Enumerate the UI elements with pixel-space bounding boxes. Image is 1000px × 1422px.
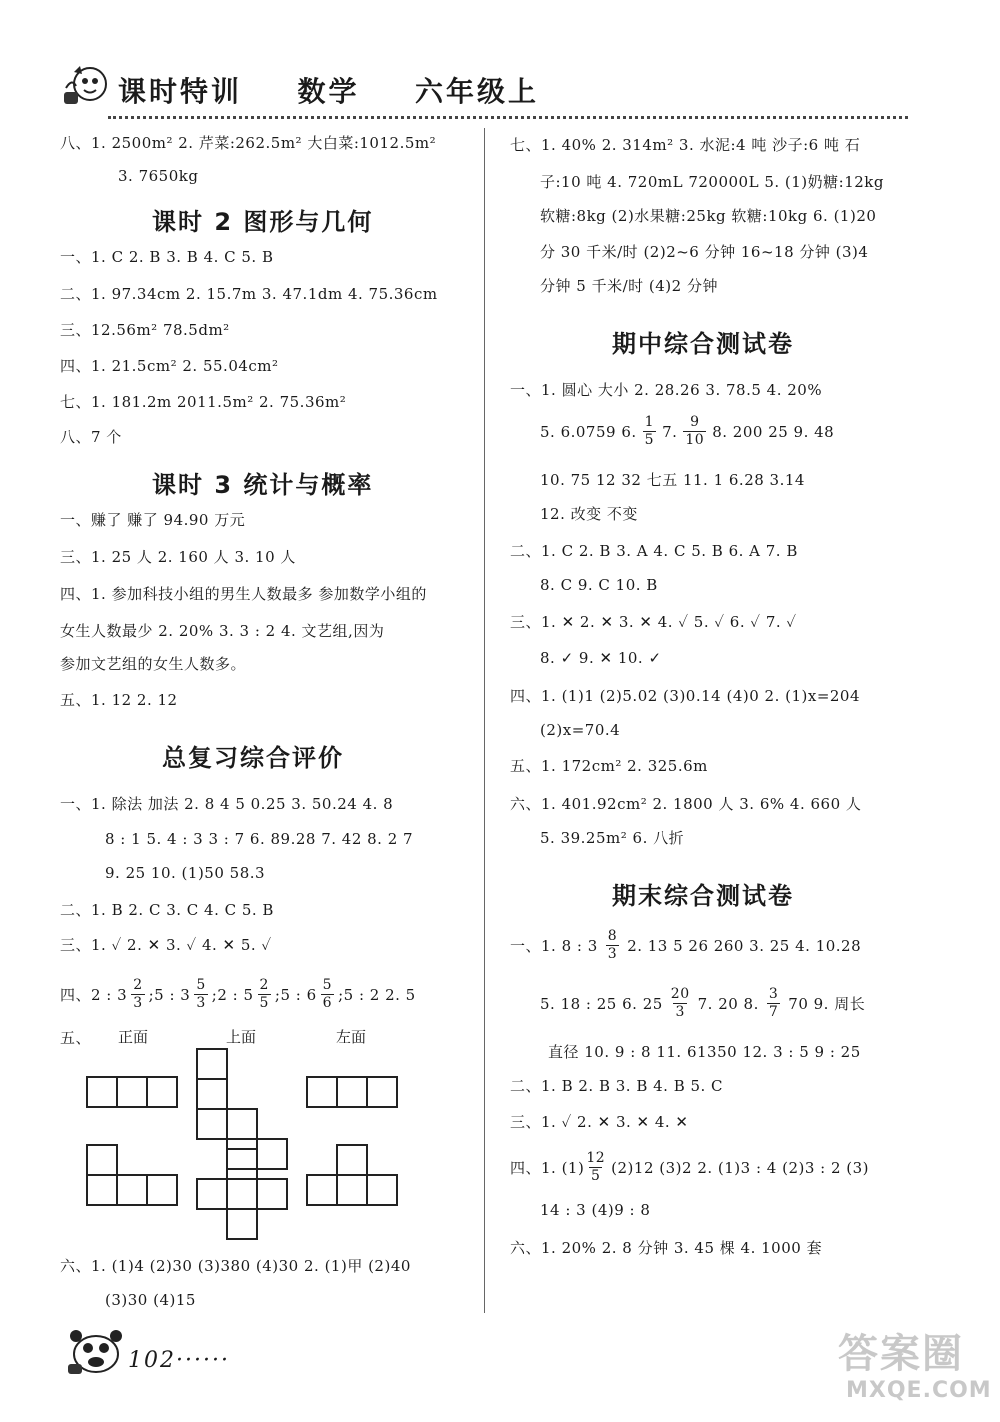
right-fraction-line [540,986,865,1021]
fraction [671,986,690,1021]
watermark-url: MXQE.COM [846,1378,992,1403]
grid-cell [226,1108,258,1140]
page-number [128,1348,230,1373]
right-line: 分钟 5 千米/时 (4)2 分钟 [540,277,718,295]
right-line: 12. 改变 不变 [540,505,638,523]
grid-cell [306,1174,338,1206]
fraction-den: 10 [685,432,705,448]
line-text: 70 9. 周长 [788,994,866,1013]
fraction-den: 5 [591,1168,601,1184]
left-line: 五、 [60,1029,92,1047]
left-line: 七、1. 181.2m 2011.5m² 2. 75.36m² [60,393,347,411]
left-line: 一、赚了 赚了 94.90 万元 [60,511,246,529]
line-text: 一、1. 8 : 3 [510,936,598,955]
right-line: 六、1. 20% 2. 8 分钟 3. 45 棵 4. 1000 套 [510,1239,823,1257]
fraction-den: 3 [133,995,143,1011]
section-title: 课时 2 图形与几何 [152,208,374,236]
grid-cell [116,1174,148,1206]
fraction-den: 6 [322,995,333,1011]
left-line: 八、7 个 [60,428,122,446]
cartoon-mascot-icon [60,58,108,108]
fraction [258,977,271,1012]
grid-cell [146,1174,178,1206]
fraction-den: 3 [196,995,206,1011]
grid-cell [226,1178,258,1210]
right-line: (2)x=70.4 [540,721,621,739]
left-line: 六、1. (1)4 (2)30 (3)380 (4)30 2. (1)甲 (2)40 [60,1257,411,1275]
fraction-num: 8 [607,928,618,944]
header-logo [60,58,108,108]
grid-cell [86,1076,118,1108]
line-text: 7. [662,422,678,441]
fraction-num: 2 [133,977,143,993]
grid-cell [196,1048,228,1080]
fraction-den: 5 [644,432,655,448]
line-text: 2. 13 5 26 260 3. 25 4. 10.28 [627,936,862,955]
view-label-front: 正面 [118,1028,149,1046]
section-title: 总复习综合评价 [162,744,344,772]
fraction [194,977,207,1012]
right-line: 七、1. 40% 2. 314m² 3. 水泥:4 吨 沙子:6 吨 石 [510,136,861,154]
line-text: 四、1. (1) [510,1158,585,1177]
right-line: 直径 10. 9 : 8 11. 61350 12. 3 : 5 9 : 25 [548,1043,861,1061]
left-line: 一、1. 除法 加法 2. 8 4 5 0.25 3. 50.24 4. 8 [60,795,394,813]
section-title: 课时 3 统计与概率 [152,471,374,499]
grid-cell [86,1144,118,1176]
right-line: 二、1. C 2. B 3. A 4. C 5. B 6. A 7. B [510,542,798,560]
fraction-num: 5 [322,977,333,993]
grid-cell [366,1076,398,1108]
right-line: 8. ✓ 9. ✕ 10. ✓ [540,649,662,667]
grid-cell [226,1138,258,1170]
ratio-text: ;5 : 2 2. 5 [338,985,416,1004]
grid-cell [196,1108,228,1140]
left-line: 四、1. 参加科技小组的男生人数最多 参加数学小组的 [60,585,427,603]
left-line: 一、1. C 2. B 3. B 4. C 5. B [60,248,274,266]
left-line: 二、1. B 2. C 3. C 4. C 5. B [60,901,274,919]
fraction-num: 5 [196,977,206,993]
fraction-num: 2 [259,977,269,993]
fraction-num: 20 [670,986,690,1002]
grid-cell [226,1148,258,1180]
grid-cell [336,1076,368,1108]
footer-mascot [62,1318,126,1378]
left-line: 三、12.56m² 78.5dm² [60,321,230,339]
line-text: 5. 6.0759 6. [540,422,637,441]
header-dotted-rule [108,116,908,119]
fraction-num: 1 [644,414,655,430]
right-line: 六、1. 401.92cm² 2. 1800 人 3. 6% 4. 660 人 [510,795,862,813]
title-series: 课时特训 [118,75,243,108]
section-title: 期中综合测试卷 [612,330,794,358]
fraction-num: 9 [690,414,700,430]
grid-cell [366,1174,398,1206]
ratio-line [60,977,416,1012]
fraction-num: 12 [586,1150,606,1166]
view-label-left: 左面 [336,1028,367,1046]
fraction-den: 7 [768,1004,779,1020]
right-line: 三、1. ✕ 2. ✕ 3. ✕ 4. ✓ 5. ✓ 6. ✓ 7. ✓ [510,613,797,631]
right-line: 8. C 9. C 10. B [540,576,658,594]
right-line: 分 30 千米/时 (2)2~6 分钟 16~18 分钟 (3)4 [540,243,869,261]
right-line: 10. 75 12 32 七五 11. 1 6.28 3.14 [540,471,805,489]
fraction [606,928,619,963]
right-line: 四、1. (1)1 (2)5.02 (3)0.14 (4)0 2. (1)x=204 [510,687,861,705]
right-line: 五、1. 172cm² 2. 325.6m [510,757,708,775]
ratio-text: ;2 : 5 [211,985,254,1004]
grid-cell [116,1076,148,1108]
right-line: 软糖:8kg (2)水果糖:25kg 软糖:10kg 6. (1)20 [540,207,877,225]
ratio-text: ;5 : 6 [274,985,317,1004]
grid-cell [256,1178,288,1210]
right-line: 三、1. ✓ 2. ✕ 3. ✕ 4. ✕ [510,1113,689,1131]
fraction [683,414,706,449]
grid-cell [336,1174,368,1206]
ratio-text: 四、2 : 3 [60,985,128,1004]
left-line: 三、1. ✓ 2. ✕ 3. ✓ 4. ✕ 5. ✓ [60,936,272,954]
line-text: (2)12 (3)2 2. (1)3 : 4 (2)3 : 2 (3) [611,1158,870,1177]
left-line: 9. 25 10. (1)50 58.3 [105,864,266,882]
title-grade: 六年级上 [415,75,540,108]
fraction-num: 3 [768,986,779,1002]
left-line: (3)30 (4)15 [105,1291,196,1309]
right-fraction-line [510,928,861,963]
fraction [131,977,144,1012]
left-line: 五、1. 12 2. 12 [60,691,178,709]
grid-cell [306,1076,338,1108]
grid-cell [86,1174,118,1206]
left-line: 3. 7650kg [118,167,199,185]
line-text: 7. 20 8. [697,994,759,1013]
watermark-logo: 答案圈 [838,1331,964,1377]
left-line: 二、1. 97.34cm 2. 15.7m 3. 47.1dm 4. 75.36cm [60,285,438,303]
grid-cell [256,1138,288,1170]
grid-cell [336,1144,368,1176]
fraction-den: 3 [675,1004,685,1020]
page-number-value: 102 [128,1348,176,1373]
fraction [643,414,656,449]
grid-cell [146,1076,178,1108]
ratio-text: ;5 : 3 [148,985,191,1004]
right-line: 一、1. 圆心 大小 2. 28.26 3. 78.5 4. 20% [510,381,823,399]
fraction-den: 5 [259,995,269,1011]
right-fraction-line [540,414,834,449]
left-line: 八、1. 2500m² 2. 芹菜:262.5m² 大白菜:1012.5m² [60,134,437,152]
right-fraction-line [510,1150,869,1185]
view-label-top: 上面 [226,1028,257,1046]
line-text: 5. 18 : 25 6. 25 [540,994,663,1013]
right-line: 14 : 3 (4)9 : 8 [540,1201,651,1219]
left-line: 女生人数最少 2. 20% 3. 3 : 2 4. 文艺组,因为 [60,622,385,640]
right-line: 子:10 吨 4. 720mL 720000L 5. (1)奶糖:12kg [540,173,884,191]
fraction [321,977,334,1012]
grid-cell [226,1208,258,1240]
right-line: 5. 39.25m² 6. 八折 [540,829,685,847]
fraction-den: 3 [607,946,618,962]
left-line: 四、1. 21.5cm² 2. 55.04cm² [60,357,279,375]
left-line: 8 : 1 5. 4 : 3 3 : 7 6. 89.28 7. 42 8. 2 7 [105,830,414,848]
line-text: 8. 200 25 9. 48 [712,422,835,441]
fraction [586,1150,605,1185]
section-title: 期末综合测试卷 [612,882,794,910]
header-title [118,70,539,110]
cartoon-animal-icon [62,1318,126,1378]
left-line: 参加文艺组的女生人数多。 [60,655,247,673]
page-dots: ······ [176,1348,230,1373]
title-subject: 数学 [297,75,360,108]
grid-cell [196,1178,228,1210]
left-line: 三、1. 25 人 2. 160 人 3. 10 人 [60,548,296,566]
grid-cell [196,1078,228,1110]
column-divider [484,128,485,1313]
right-line: 二、1. B 2. B 3. B 4. B 5. C [510,1077,724,1095]
fraction [767,986,780,1021]
